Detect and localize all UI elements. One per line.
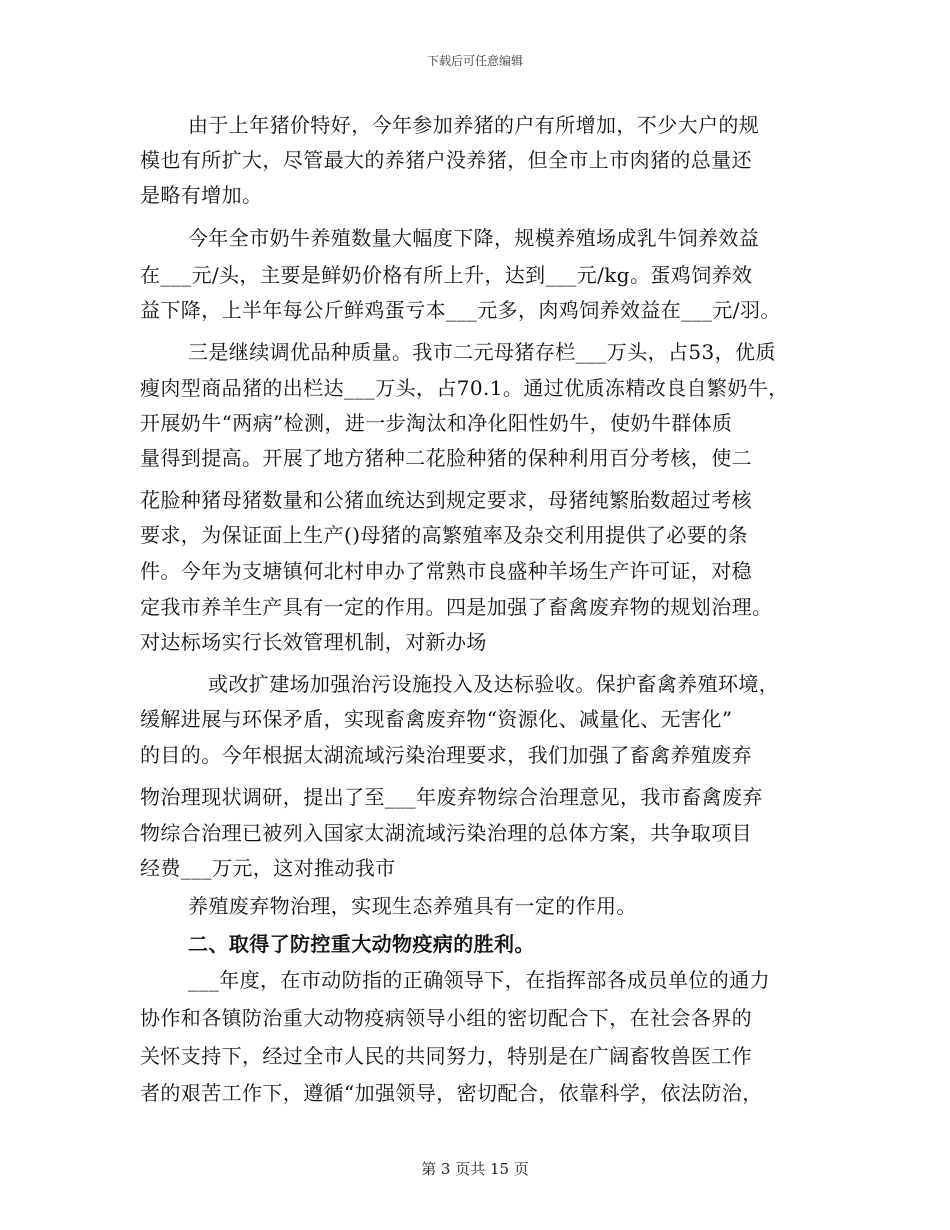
paragraph-line: 对达标场实行长效管理机制，对新办场 xyxy=(140,630,487,654)
paragraph-line: 物治理现状调研，提出了至___年废弃物综合治理意见，我市畜禽废弃 xyxy=(140,785,763,809)
paragraph-line: 是略有增加。 xyxy=(140,183,263,207)
paragraph-line: 开展奶牛“两病”检测，进一步淘汰和净化阳性奶牛，使奶牛群体质 xyxy=(140,411,733,435)
paragraph-line: 瘦肉型商品猪的出栏达___万头，占70.1。通过优质冻精改良自繁奶牛， xyxy=(140,376,789,400)
paragraph-line: 物综合治理已被列入国家太湖流域污染治理的总体方案，共争取项目 xyxy=(140,821,752,845)
paragraph-line: 的目的。今年根据太湖流域污染治理要求，我们加强了畜禽养殖废弃 xyxy=(140,743,752,767)
paragraph-line: 要求，为保证面上生产()母猪的高繁殖率及杂交利用提供了必要的条 xyxy=(140,523,749,547)
paragraph-line: 经费___万元，这对推动我市 xyxy=(140,856,396,880)
paragraph-line: ___年度，在市动防指的正确领导下，在指挥部各成员单位的通力 xyxy=(188,968,770,992)
paragraph-line: 定我市养羊生产具有一定的作用。四是加强了畜禽废弃物的规划治理。 xyxy=(140,595,773,619)
paragraph-line: 件。今年为支塘镇何北村申办了常熟市良盛种羊场生产许可证，对稳 xyxy=(140,559,752,583)
paragraph-line: 花脸种猪母猪数量和公猪血统达到规定要求，母猪纯繁胎数超过考核 xyxy=(140,488,752,512)
paragraph-line: 由于上年猪价特好，今年参加养猪的户有所增加，不少大户的规 xyxy=(188,113,760,137)
paragraph-line: 协作和各镇防治重大动物疫病领导小组的密切配合下，在社会各界的 xyxy=(140,1006,752,1030)
page-number: 第 3 页共 15 页 xyxy=(421,1160,529,1178)
paragraph-line: 养殖废弃物治理，实现生态养殖具有一定的作用。 xyxy=(188,894,637,918)
paragraph-line: 或改扩建场加强治污设施投入及达标验收。保护畜禽养殖环境， xyxy=(208,672,780,696)
paragraph-line: 量得到提高。开展了地方猪种二花脸种猪的保种利用百分考核，使二 xyxy=(140,446,752,470)
paragraph-line: 益下降，上半年每公斤鲜鸡蛋亏本___元多，肉鸡饲养效益在___元/羽。 xyxy=(140,298,781,322)
paragraph-line: 今年全市奶牛养殖数量大幅度下降，规模养殖场成乳牛饲养效益 xyxy=(188,226,760,250)
page-header-note: 下载后可任意编辑 xyxy=(426,54,523,68)
section-heading: 二、取得了防控重大动物疫病的胜利。 xyxy=(188,932,535,956)
paragraph-line: 三是继续调优品种质量。我市二元母猪存栏___万头，占53，优质 xyxy=(188,340,776,364)
paragraph-line: 模也有所扩大，尽管最大的养猪户没养猪，但全市上市肉猪的总量还 xyxy=(140,148,752,172)
paragraph-line: 者的艰苦工作下，遵循“加强领导，密切配合，依靠科学，依法防治， xyxy=(140,1081,763,1105)
paragraph-line: 关怀支持下，经过全市人民的共同努力，特别是在广阔畜牧兽医工作 xyxy=(140,1044,752,1068)
paragraph-line: 在___元/头，主要是鲜奶价格有所上升，达到___元/kg。蛋鸡饲养效 xyxy=(140,263,753,287)
paragraph-line: 缓解进展与环保矛盾，实现畜禽废弃物“资源化、减量化、无害化” xyxy=(140,707,733,731)
